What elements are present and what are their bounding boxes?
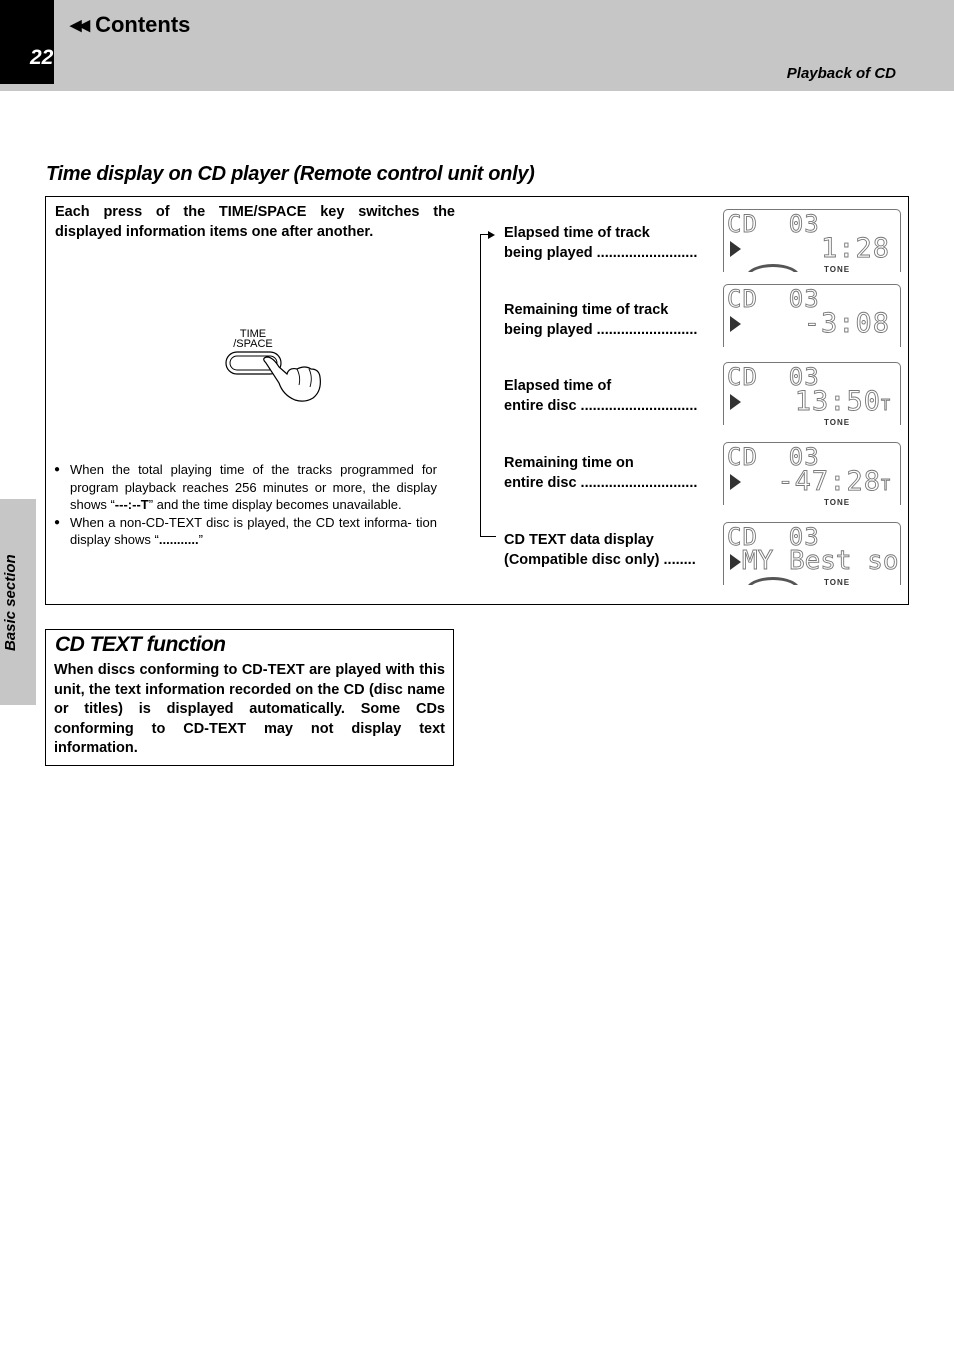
time-display-box bbox=[45, 196, 909, 605]
lcd-display: CD 03 -47:28T TONE bbox=[723, 442, 901, 505]
note-item: ● When the total playing time of the tracks programmed for program playback reaches 256 minutes or more, the display shows “---:--T” and the time display becomes unavailable. bbox=[54, 461, 437, 514]
lcd-display: CD 03 -3:08 bbox=[723, 284, 901, 347]
play-icon bbox=[730, 474, 741, 490]
display-item-label: Elapsed time of track being played ......................... bbox=[504, 225, 698, 261]
contents-link-label: Contents bbox=[95, 12, 191, 37]
play-icon bbox=[730, 241, 741, 257]
key-label-time: TIME bbox=[239, 328, 267, 340]
page-number-box bbox=[0, 0, 54, 84]
key-label-space: /SPACE bbox=[233, 338, 273, 350]
side-tab bbox=[0, 499, 36, 705]
display-item-label: Elapsed time of entire disc ............................. bbox=[504, 378, 698, 414]
section-title: Time display on CD player (Remote control unit only) bbox=[46, 163, 535, 185]
sequence-bracket bbox=[480, 234, 489, 537]
rewind-icon: ◀◀ bbox=[70, 17, 88, 34]
lcd-display: CD 03 1:28 TONE bbox=[723, 209, 901, 272]
cd-text-body: When discs conforming to CD-TEXT are played with this unit, the text information recorded on the CD (disc name or titles) is displayed automatically. Some CDs conforming to CD-TEXT may not display text information. bbox=[54, 662, 445, 756]
play-icon bbox=[730, 394, 741, 410]
running-title: Playback of CD bbox=[786, 65, 896, 82]
arrow-right-icon bbox=[488, 231, 495, 239]
pointing-hand-icon bbox=[264, 357, 321, 401]
lcd-display: CD 03 MY Best so TONE bbox=[723, 522, 901, 585]
display-item-label: Remaining time on entire disc ............................. bbox=[504, 455, 698, 491]
page-header bbox=[0, 0, 954, 91]
cd-text-box bbox=[45, 629, 454, 766]
display-item-label: CD TEXT data display (Compatible disc only) ........ bbox=[504, 532, 696, 568]
display-item-label: Remaining time of track being played ......................... bbox=[504, 302, 698, 338]
intro-text: Each press of the TIME/SPACE key switches the displayed information items one after another. bbox=[55, 204, 455, 240]
cd-text-title: CD TEXT function bbox=[55, 633, 226, 656]
side-tab-label: Basic section bbox=[2, 554, 19, 651]
play-icon bbox=[730, 554, 741, 570]
notes-list bbox=[54, 461, 437, 549]
page-number: 22 bbox=[30, 46, 54, 69]
time-space-key-illustration bbox=[221, 325, 333, 405]
play-icon bbox=[730, 316, 741, 332]
note-item: ● When a non-CD-TEXT disc is played, the CD text informa- tion display shows “...........” bbox=[54, 514, 437, 549]
lcd-display: CD 03 13:50T TONE bbox=[723, 362, 901, 425]
contents-link[interactable] bbox=[70, 12, 190, 38]
